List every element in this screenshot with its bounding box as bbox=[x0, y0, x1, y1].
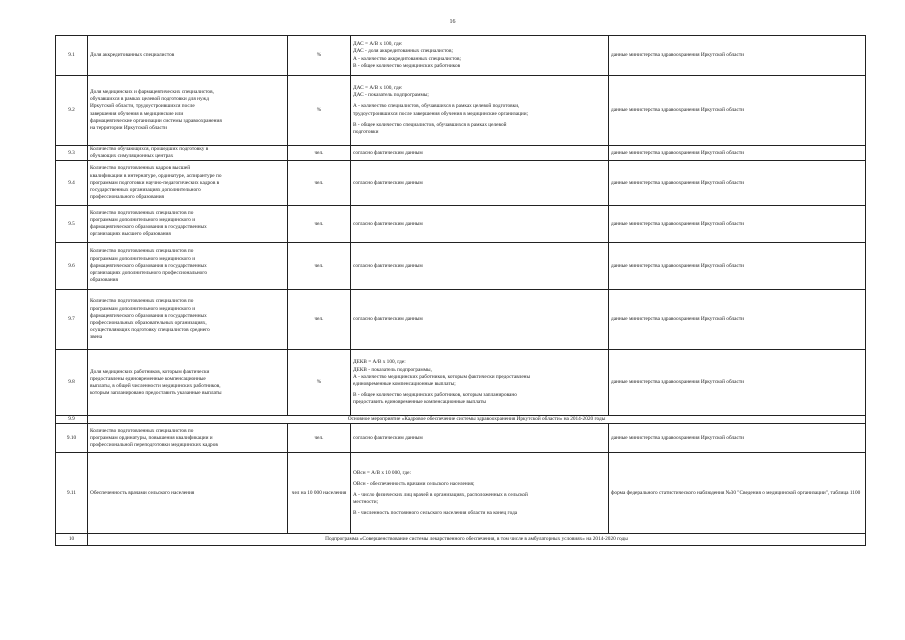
row-number: 9.7 bbox=[56, 290, 88, 350]
formula-line: трудоустроившихся после завершения обучения в медицинские организации; bbox=[353, 110, 529, 117]
row-number: 9.8 bbox=[56, 350, 88, 416]
formula-line: ДАС = А/В х 100, где: bbox=[353, 41, 403, 48]
indicator-unit: чел. bbox=[288, 161, 351, 206]
indicator-unit: чел. bbox=[288, 146, 351, 161]
table-row bbox=[56, 161, 866, 206]
indicator-unit: % bbox=[288, 76, 351, 146]
row-number: 10 bbox=[56, 534, 88, 546]
data-source: данные министерства здравоохранения Иркутской области bbox=[609, 290, 866, 350]
formula-line: ДАС - показатель подпрограммы; bbox=[353, 92, 429, 99]
indicator-unit: чел. bbox=[288, 424, 351, 453]
calculation-method bbox=[351, 350, 609, 416]
indicator-unit: чел. bbox=[288, 290, 351, 350]
section-heading: Основное мероприятие «Кадровое обеспечение системы здравоохранения Иркутской области» на 2014-2020 годы bbox=[88, 416, 866, 424]
formula-line: предоставить единовременные компенсационные выплаты bbox=[353, 399, 486, 406]
table-row bbox=[56, 206, 866, 243]
table-row bbox=[56, 424, 866, 453]
formula-line: согласно фактическим данным bbox=[353, 179, 423, 186]
data-source: данные министерства здравоохранения Иркутской области bbox=[609, 161, 866, 206]
row-number: 9.9 bbox=[56, 416, 88, 424]
indicator-name: Количество подготовленных специалистов по программам дополнительного медицинского и фармацевтического образования в государственных организациях дополнительного профессионального образования bbox=[88, 243, 288, 290]
indicator-unit: чел. bbox=[288, 243, 351, 290]
calculation-method bbox=[351, 161, 609, 206]
indicators-table-body bbox=[56, 36, 866, 546]
data-source: форма федерального статистического наблюдения №30 "Сведения о медицинской организации", таблица 1100 bbox=[609, 453, 866, 534]
formula-line: В - численность постоянного сельского населения области на конец года bbox=[353, 510, 518, 517]
page-number: 16 bbox=[449, 19, 456, 25]
indicator-unit: чел на 10 000 населения bbox=[288, 453, 351, 534]
indicator-name: Доля медицинских работников, которым фактически предоставлены единовременные компенсационные выплаты, в общей численности медицинских работников, которым запланировано предоставить указанные выплаты bbox=[88, 350, 288, 416]
formula-line: местности; bbox=[353, 498, 379, 505]
formula-line: согласно фактическим данным bbox=[353, 434, 423, 441]
formula-line: А - число физических лиц врачей в организациях, расположенных в сельской bbox=[353, 491, 528, 498]
formula-line: ОВсн - обеспеченность врачами сельского населения; bbox=[353, 480, 475, 487]
indicator-name: Количество подготовленных специалистов по программам ординатуры, повышения квалификации и профессиональной переподготовки медицинских кадров bbox=[88, 424, 288, 453]
table-row bbox=[56, 416, 866, 424]
indicator-name: Доля аккредитованных специалистов bbox=[88, 36, 288, 76]
calculation-method bbox=[351, 424, 609, 453]
row-number: 9.3 bbox=[56, 146, 88, 161]
data-source: данные министерства здравоохранения Иркутской области bbox=[609, 350, 866, 416]
data-source: данные министерства здравоохранения Иркутской области bbox=[609, 36, 866, 76]
indicator-name: Количество обучающихся, прошедших подготовку в обучающих симуляционных центрах bbox=[88, 146, 288, 161]
formula-line: согласно фактическим данным bbox=[353, 149, 423, 156]
row-number: 9.10 bbox=[56, 424, 88, 453]
indicator-name: Обеспеченность врачами сельского населения bbox=[88, 453, 288, 534]
formula-line: В - общее количество медицинских работников bbox=[353, 62, 461, 69]
row-number: 9.6 bbox=[56, 243, 88, 290]
formula-line: А - количество специалистов, обучавшихся в рамках целевой подготовки, bbox=[353, 103, 520, 110]
row-number: 9.11 bbox=[56, 453, 88, 534]
table-row bbox=[56, 243, 866, 290]
indicators-table bbox=[55, 35, 866, 546]
table-row bbox=[56, 453, 866, 534]
formula-line: А - количество аккредитованных специалистов; bbox=[353, 55, 461, 62]
data-source: данные министерства здравоохранения Иркутской области bbox=[609, 146, 866, 161]
indicator-name: Доля медицинских и фармацевтических специалистов, обучавшихся в рамках целевой подготовки для нужд Иркутской области, трудоустроившихся после завершения обучения в медицинские или фармацевтические организации системы здравоохранения на территории Иркутской области bbox=[88, 76, 288, 146]
calculation-method bbox=[351, 206, 609, 243]
row-number: 9.2 bbox=[56, 76, 88, 146]
data-source: данные министерства здравоохранения Иркутской области bbox=[609, 206, 866, 243]
calculation-method bbox=[351, 453, 609, 534]
formula-line: ОВсн = А/В х 10 000, где: bbox=[353, 469, 411, 476]
table-row bbox=[56, 350, 866, 416]
data-source: данные министерства здравоохранения Иркутской области bbox=[609, 76, 866, 146]
indicator-unit: % bbox=[288, 350, 351, 416]
formula-line: А - количество медицинских работников, которым фактически предоставлены bbox=[353, 373, 531, 380]
table-row bbox=[56, 290, 866, 350]
calculation-method bbox=[351, 243, 609, 290]
indicator-unit: % bbox=[288, 36, 351, 76]
indicator-unit: чел. bbox=[288, 206, 351, 243]
formula-line: ДАС - доля аккредитованных специалистов; bbox=[353, 48, 453, 55]
section-heading: Подпрограмма «Совершенствование системы лекарственного обеспечения, в том числе в амбулаторных условиях» на 2014-2020 годы bbox=[88, 534, 866, 546]
formula-line: подготовки bbox=[353, 128, 379, 135]
calculation-method bbox=[351, 76, 609, 146]
table-row bbox=[56, 76, 866, 146]
formula-line: ДАС = А/В х 100, где: bbox=[353, 85, 403, 92]
indicator-name: Количество подготовленных специалистов по программам дополнительного медицинского и фармацевтического образования в государственных организациях высшего образования bbox=[88, 206, 288, 243]
indicator-name: Количество подготовленных специалистов по программам дополнительного медицинского и фармацевтического образования в государственных профессиональных образовательных организациях, осуществляющих подготовку специалистов среднего звена bbox=[88, 290, 288, 350]
calculation-method bbox=[351, 290, 609, 350]
data-source: данные министерства здравоохранения Иркутской области bbox=[609, 243, 866, 290]
row-number: 9.5 bbox=[56, 206, 88, 243]
indicator-name: Количество подготовленных кадров высшей квалификации в интернатуре, ординатуре, аспирантуре по программам подготовки научно-педагогических кадров в государственных организациях дополнительного профессионального образования bbox=[88, 161, 288, 206]
formula-line: согласно фактическим данным bbox=[353, 262, 423, 269]
table-row bbox=[56, 534, 866, 546]
row-number: 9.4 bbox=[56, 161, 88, 206]
formula-line: единовременные компенсационные выплаты; bbox=[353, 380, 456, 387]
row-number: 9.1 bbox=[56, 36, 88, 76]
data-source: данные министерства здравоохранения Иркутской области bbox=[609, 424, 866, 453]
formula-line: ДЕКВ = А/В х 100, где: bbox=[353, 359, 406, 366]
calculation-method bbox=[351, 146, 609, 161]
formula-line: согласно фактическим данным bbox=[353, 316, 423, 323]
table-row bbox=[56, 146, 866, 161]
table-row bbox=[56, 36, 866, 76]
calculation-method bbox=[351, 36, 609, 76]
formula-line: В - общее количество специалистов, обучавшихся в рамках целевой bbox=[353, 121, 507, 128]
formula-line: согласно фактическим данным bbox=[353, 220, 423, 227]
formula-line: ДЕКВ - показатель подпрограммы, bbox=[353, 366, 432, 373]
formula-line: В - общее количество медицинских работников, которым запланировано bbox=[353, 391, 517, 398]
